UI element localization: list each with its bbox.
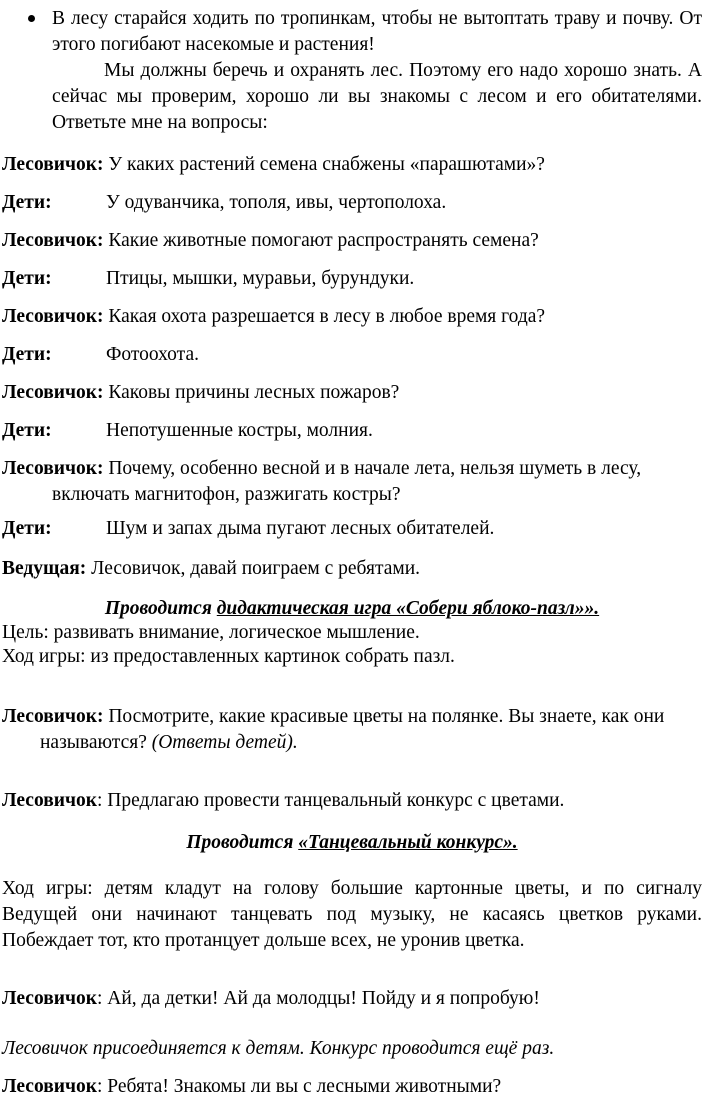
game1-heading: Проводится дидактическая игра «Собери яблоко-пазл»». <box>104 598 600 619</box>
vedushchaya-line: Ведущая: Лесовичок, давай поиграем с ребятами. <box>2 558 421 579</box>
game2-heading: Проводится «Танцевальный конкурс». <box>186 832 518 853</box>
dialogue-answer-5: Дети: Шум и запах дыма пугают лесных обитателей. <box>2 518 495 539</box>
remark-line: Лесовичок присоединяется к детям. Конкурс проводится ещё раз. <box>2 1038 555 1059</box>
intro-bullet-text: В лесу старайся ходить по тропинкам, чтобы не вытоптать траву и почву. От этого погибают насекомые и растения! <box>52 8 702 55</box>
dialogue-question-1: Лесовичок: У каких растений семена снабжены «парашютами»? <box>2 154 545 175</box>
bullet-icon <box>28 15 35 22</box>
dialogue-answer-1: Дети: У одуванчика, тополя, ивы, чертополоха. <box>2 192 447 213</box>
dialogue-answer-4: Дети: Непотушенные костры, молния. <box>2 420 373 441</box>
game2-course: Ход игры: детям кладут на голову большие картонные цветы, и по сигналу Ведущей они начинают танцевать под музыку, не касаясь цветков руками. Побеждает тот, кто протанцует дольше всех, не уронив цветка. <box>2 878 702 951</box>
dialogue-question-3: Лесовичок: Какая охота разрешается в лесу в любое время года? <box>2 306 546 327</box>
dance-offer-line: Лесовичок: Предлагаю провести танцевальный конкурс с цветами. <box>2 790 565 811</box>
dialogue-answer-3: Дети: Фотоохота. <box>2 344 199 365</box>
intro-paragraph: Мы должны беречь и охранять лес. Поэтому его надо хорошо знать. А сейчас мы проверим, хорошо ли вы знакомы с лесом и его обитателями. Ответьте мне на вопросы: <box>52 60 702 133</box>
dialogue-answer-2: Дети: Птицы, мышки, муравьи, бурундуки. <box>2 268 415 289</box>
intro-bullet <box>2 6 702 58</box>
dialogue-question-2: Лесовичок: Какие животные помогают распространять семена? <box>2 230 539 251</box>
game1-goal: Цель: развивать внимание, логическое мышление. <box>2 622 420 643</box>
dialogue-question-4: Лесовичок: Каковы причины лесных пожаров? <box>2 382 400 403</box>
try-line: Лесовичок: Ай, да детки! Ай да молодцы! Пойду и я попробую! <box>2 988 540 1009</box>
flowers-line: Лесовичок: Посмотрите, какие красивые цветы на полянке. Вы знаете, как они называются? (Ответы детей). <box>2 706 665 753</box>
game1-course: Ход игры: из предоставленных картинок собрать пазл. <box>2 646 455 667</box>
last-line: Лесовичок: Ребята! Знакомы ли вы с лесными животными? <box>2 1076 502 1097</box>
dialogue-question-5: Лесовичок: Почему, особенно весной и в начале лета, нельзя шуметь в лесу, включать магнитофон, разжигать костры? <box>2 458 642 505</box>
